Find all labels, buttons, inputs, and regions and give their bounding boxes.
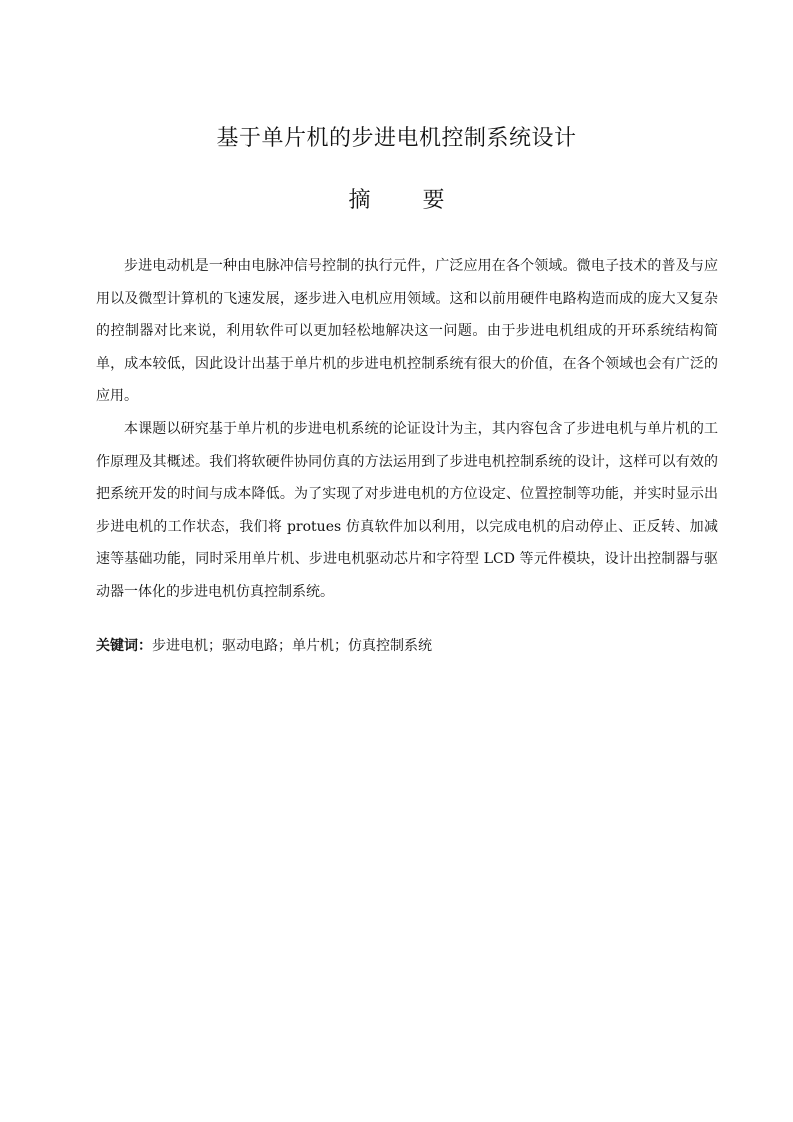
keywords-label: 关键词： xyxy=(96,638,152,654)
abstract-paragraph-2: 本课题以研究基于单片机的步进电机系统的论证设计为主，其内容包含了步进电机与单片机的工作原理及其概述。我们将软硬件协同仿真的方法运用到了步进电机控制系统的设计，这样可以有效的把系统开发的时间与成本降低。为了实现了对步进电机的方位设定、位置控制等功能，并实时显示出步进电机的工作状态，我们将 protues 仿真软件加以利用，以完成电机的启动停止、正反转、加减速等基础功能，同时采用单片机、步进电机驱动芯片和字符型 LCD 等元件模块，设计出控制器与驱动器一体化的步进电机仿真控制系统。 xyxy=(96,420,718,600)
abstract-body xyxy=(96,250,718,609)
abstract-paragraph-1: 步进电动机是一种由电脉冲信号控制的执行元件，广泛应用在各个领域。微电子技术的普及与应用以及微型计算机的飞速发展，逐步进入电机应用领域。这和以前用硬件电路构造而成的庞大又复杂的控制器对比来说，利用软件可以更加轻松地解决这一问题。由于步进电机组成的开环系统结构简单，成本较低，因此设计出基于单片机的步进电机控制系统有很大的价值，在各个领域也会有广泛的应用。 xyxy=(96,258,718,405)
abstract-heading-char-2: 要 xyxy=(422,188,445,213)
keywords-line xyxy=(96,632,718,660)
abstract-heading xyxy=(0,186,793,216)
abstract-heading-char-1: 摘 xyxy=(348,188,371,213)
document-title: 基于单片机的步进电机控制系统设计 xyxy=(216,126,577,151)
keywords-text: 步进电机；驱动电路；单片机；仿真控制系统 xyxy=(152,638,432,654)
